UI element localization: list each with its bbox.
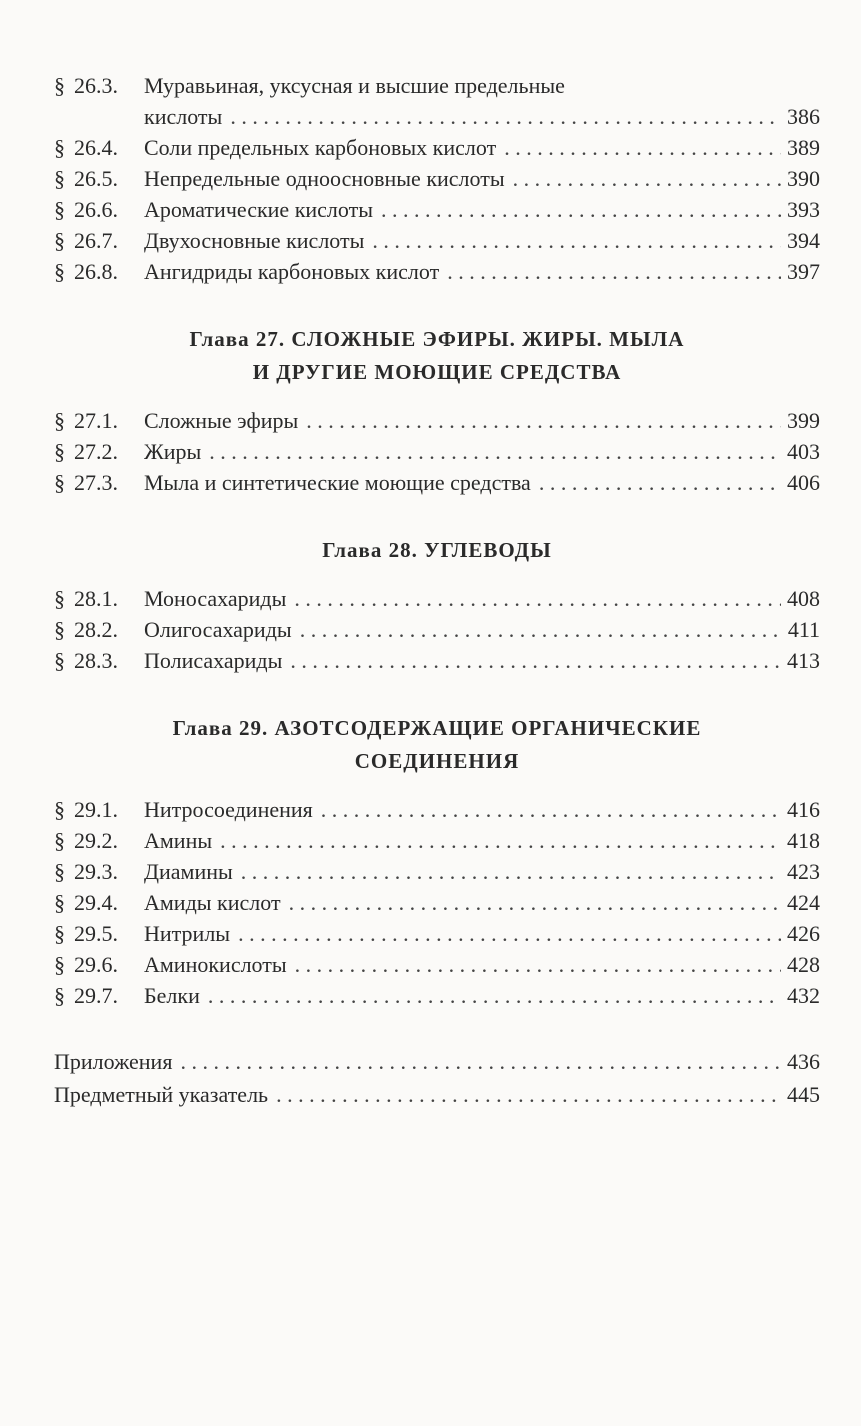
page-number: 406	[787, 470, 820, 495]
section-number: 29.3.	[74, 859, 118, 884]
leader-dots	[447, 256, 781, 287]
section-symbol: §	[54, 890, 65, 915]
toc-entry-26-5	[54, 163, 820, 194]
section-title: Моносахариды	[144, 586, 287, 611]
page-number: 394	[787, 228, 820, 253]
leader-dots	[306, 405, 781, 436]
leader-dots	[289, 887, 781, 918]
page-number: 389	[787, 135, 820, 160]
leader-dots	[372, 225, 781, 256]
toc-entry-26-8	[54, 256, 820, 287]
toc-entry-27-3	[54, 467, 820, 498]
page-number: 393	[787, 197, 820, 222]
leader-dots	[294, 583, 781, 614]
section-title: Диамины	[144, 859, 233, 884]
section-number: 28.1.	[74, 586, 118, 611]
toc-entry-27-2	[54, 436, 820, 467]
chapter-heading-line: Глава 27. СЛОЖНЫЕ ЭФИРЫ. ЖИРЫ. МЫЛА	[189, 327, 685, 351]
chapter-heading-line: И ДРУГИЕ МОЮЩИЕ СРЕДСТВА	[252, 360, 622, 384]
section-symbol: §	[54, 921, 65, 946]
section-number: 29.7.	[74, 983, 118, 1008]
page-number: 416	[787, 797, 820, 822]
toc-entry-29-7	[54, 980, 820, 1011]
chapter-28-entries	[54, 583, 820, 676]
chapter-heading-27	[54, 323, 820, 389]
section-number: 29.1.	[74, 797, 118, 822]
section-symbol: §	[54, 408, 65, 433]
toc-entry-28-2	[54, 614, 820, 645]
section-symbol: §	[54, 73, 65, 98]
page-number: 445	[787, 1082, 820, 1107]
toc-entry-29-3	[54, 856, 820, 887]
section-title: Аминокислоты	[144, 952, 287, 977]
page-number: 426	[787, 921, 820, 946]
toc-entry-26-6	[54, 194, 820, 225]
leader-dots	[290, 645, 781, 676]
section-number: 27.3.	[74, 470, 118, 495]
section-symbol: §	[54, 828, 65, 853]
section-title: Сложные эфиры	[144, 408, 299, 433]
section-number: 26.5.	[74, 166, 118, 191]
section-title: Непредельные одноосновные кислоты	[144, 166, 505, 191]
leader-dots	[504, 132, 781, 163]
section-title: Соли предельных карбоновых кислот	[144, 135, 497, 160]
page-number: 399	[787, 408, 820, 433]
leader-dots	[208, 980, 781, 1011]
section-title: Муравьиная, уксусная и высшие предельные	[144, 73, 565, 98]
toc-entry-29-4	[54, 887, 820, 918]
section-title: Двухосновные кислоты	[144, 228, 365, 253]
section-number: 28.2.	[74, 617, 118, 642]
chapter-27-entries	[54, 405, 820, 498]
section-number: 26.7.	[74, 228, 118, 253]
page-number: 403	[787, 439, 820, 464]
section-title: Амины	[144, 828, 213, 853]
leader-dots	[300, 614, 782, 645]
section-title: Нитросоединения	[144, 797, 313, 822]
section-symbol: §	[54, 983, 65, 1008]
section-title: Жиры	[144, 439, 202, 464]
back-matter-title: Приложения	[54, 1049, 173, 1074]
section-title: Полисахариды	[144, 648, 283, 673]
chapter-heading-29	[54, 712, 820, 778]
chapter-heading-28	[54, 534, 820, 567]
page-number: 390	[787, 166, 820, 191]
leader-dots	[321, 794, 781, 825]
section-symbol: §	[54, 197, 65, 222]
leader-dots	[230, 101, 781, 132]
section-symbol: §	[54, 859, 65, 884]
section-symbol: §	[54, 439, 65, 464]
section-number: 26.3.	[74, 73, 118, 98]
toc-entry-appendices	[54, 1045, 820, 1078]
section-title: Нитрилы	[144, 921, 231, 946]
page-number: 418	[787, 828, 820, 853]
leader-dots	[220, 825, 781, 856]
section-number: 29.4.	[74, 890, 118, 915]
toc-entry-29-1	[54, 794, 820, 825]
section-symbol: §	[54, 228, 65, 253]
section-title: Амиды кислот	[144, 890, 281, 915]
leader-dots	[180, 1045, 781, 1078]
toc-entry-subject-index	[54, 1078, 820, 1111]
section-number: 29.5.	[74, 921, 118, 946]
section-symbol: §	[54, 586, 65, 611]
chapter-heading-line: Глава 28. УГЛЕВОДЫ	[322, 538, 552, 562]
chapter-26-entries	[54, 70, 820, 287]
page-number: 413	[787, 648, 820, 673]
toc-entry-27-1	[54, 405, 820, 436]
page-number: 424	[787, 890, 820, 915]
back-matter	[54, 1045, 820, 1111]
leader-dots	[238, 918, 781, 949]
section-title: Олигосахариды	[144, 617, 292, 642]
page-number: 436	[787, 1049, 820, 1074]
section-number: 26.6.	[74, 197, 118, 222]
section-symbol: §	[54, 470, 65, 495]
page-number: 386	[787, 104, 820, 129]
chapter-heading-line: СОЕДИНЕНИЯ	[354, 749, 520, 773]
page-number: 423	[787, 859, 820, 884]
section-number: 27.1.	[74, 408, 118, 433]
leader-dots	[209, 436, 781, 467]
back-matter-title: Предметный указатель	[54, 1082, 269, 1107]
chapter-29-entries	[54, 794, 820, 1011]
section-symbol: §	[54, 166, 65, 191]
section-title-continued: кислоты	[144, 104, 223, 129]
section-number: 26.4.	[74, 135, 118, 160]
page-number: 411	[787, 617, 820, 642]
section-title: Ангидриды карбоновых кислот	[144, 259, 440, 284]
section-number: 29.6.	[74, 952, 118, 977]
toc-entry-26-4	[54, 132, 820, 163]
section-symbol: §	[54, 797, 65, 822]
leader-dots	[381, 194, 781, 225]
section-symbol: §	[54, 259, 65, 284]
section-number: 29.2.	[74, 828, 118, 853]
toc-entry-29-6	[54, 949, 820, 980]
section-symbol: §	[54, 648, 65, 673]
leader-dots	[513, 163, 781, 194]
chapter-heading-line: Глава 29. АЗОТСОДЕРЖАЩИЕ ОРГАНИЧЕСКИЕ	[172, 716, 702, 740]
toc-entry-29-2	[54, 825, 820, 856]
leader-dots	[539, 467, 781, 498]
table-of-contents	[54, 70, 820, 1111]
leader-dots	[276, 1078, 781, 1111]
page-number: 432	[787, 983, 820, 1008]
page-number: 408	[787, 586, 820, 611]
section-symbol: §	[54, 952, 65, 977]
toc-entry-26-7	[54, 225, 820, 256]
leader-dots	[295, 949, 781, 980]
toc-entry-26-3	[54, 70, 820, 132]
section-number: 28.3.	[74, 648, 118, 673]
section-title: Мыла и синтетические моющие средства	[144, 470, 531, 495]
toc-entry-28-1	[54, 583, 820, 614]
leader-dots	[241, 856, 781, 887]
section-symbol: §	[54, 135, 65, 160]
page-number: 397	[787, 259, 820, 284]
toc-entry-29-5	[54, 918, 820, 949]
page-number: 428	[787, 952, 820, 977]
section-number: 27.2.	[74, 439, 118, 464]
section-number: 26.8.	[74, 259, 118, 284]
section-title: Белки	[144, 983, 200, 1008]
section-title: Ароматические кислоты	[144, 197, 374, 222]
section-symbol: §	[54, 617, 65, 642]
toc-entry-28-3	[54, 645, 820, 676]
